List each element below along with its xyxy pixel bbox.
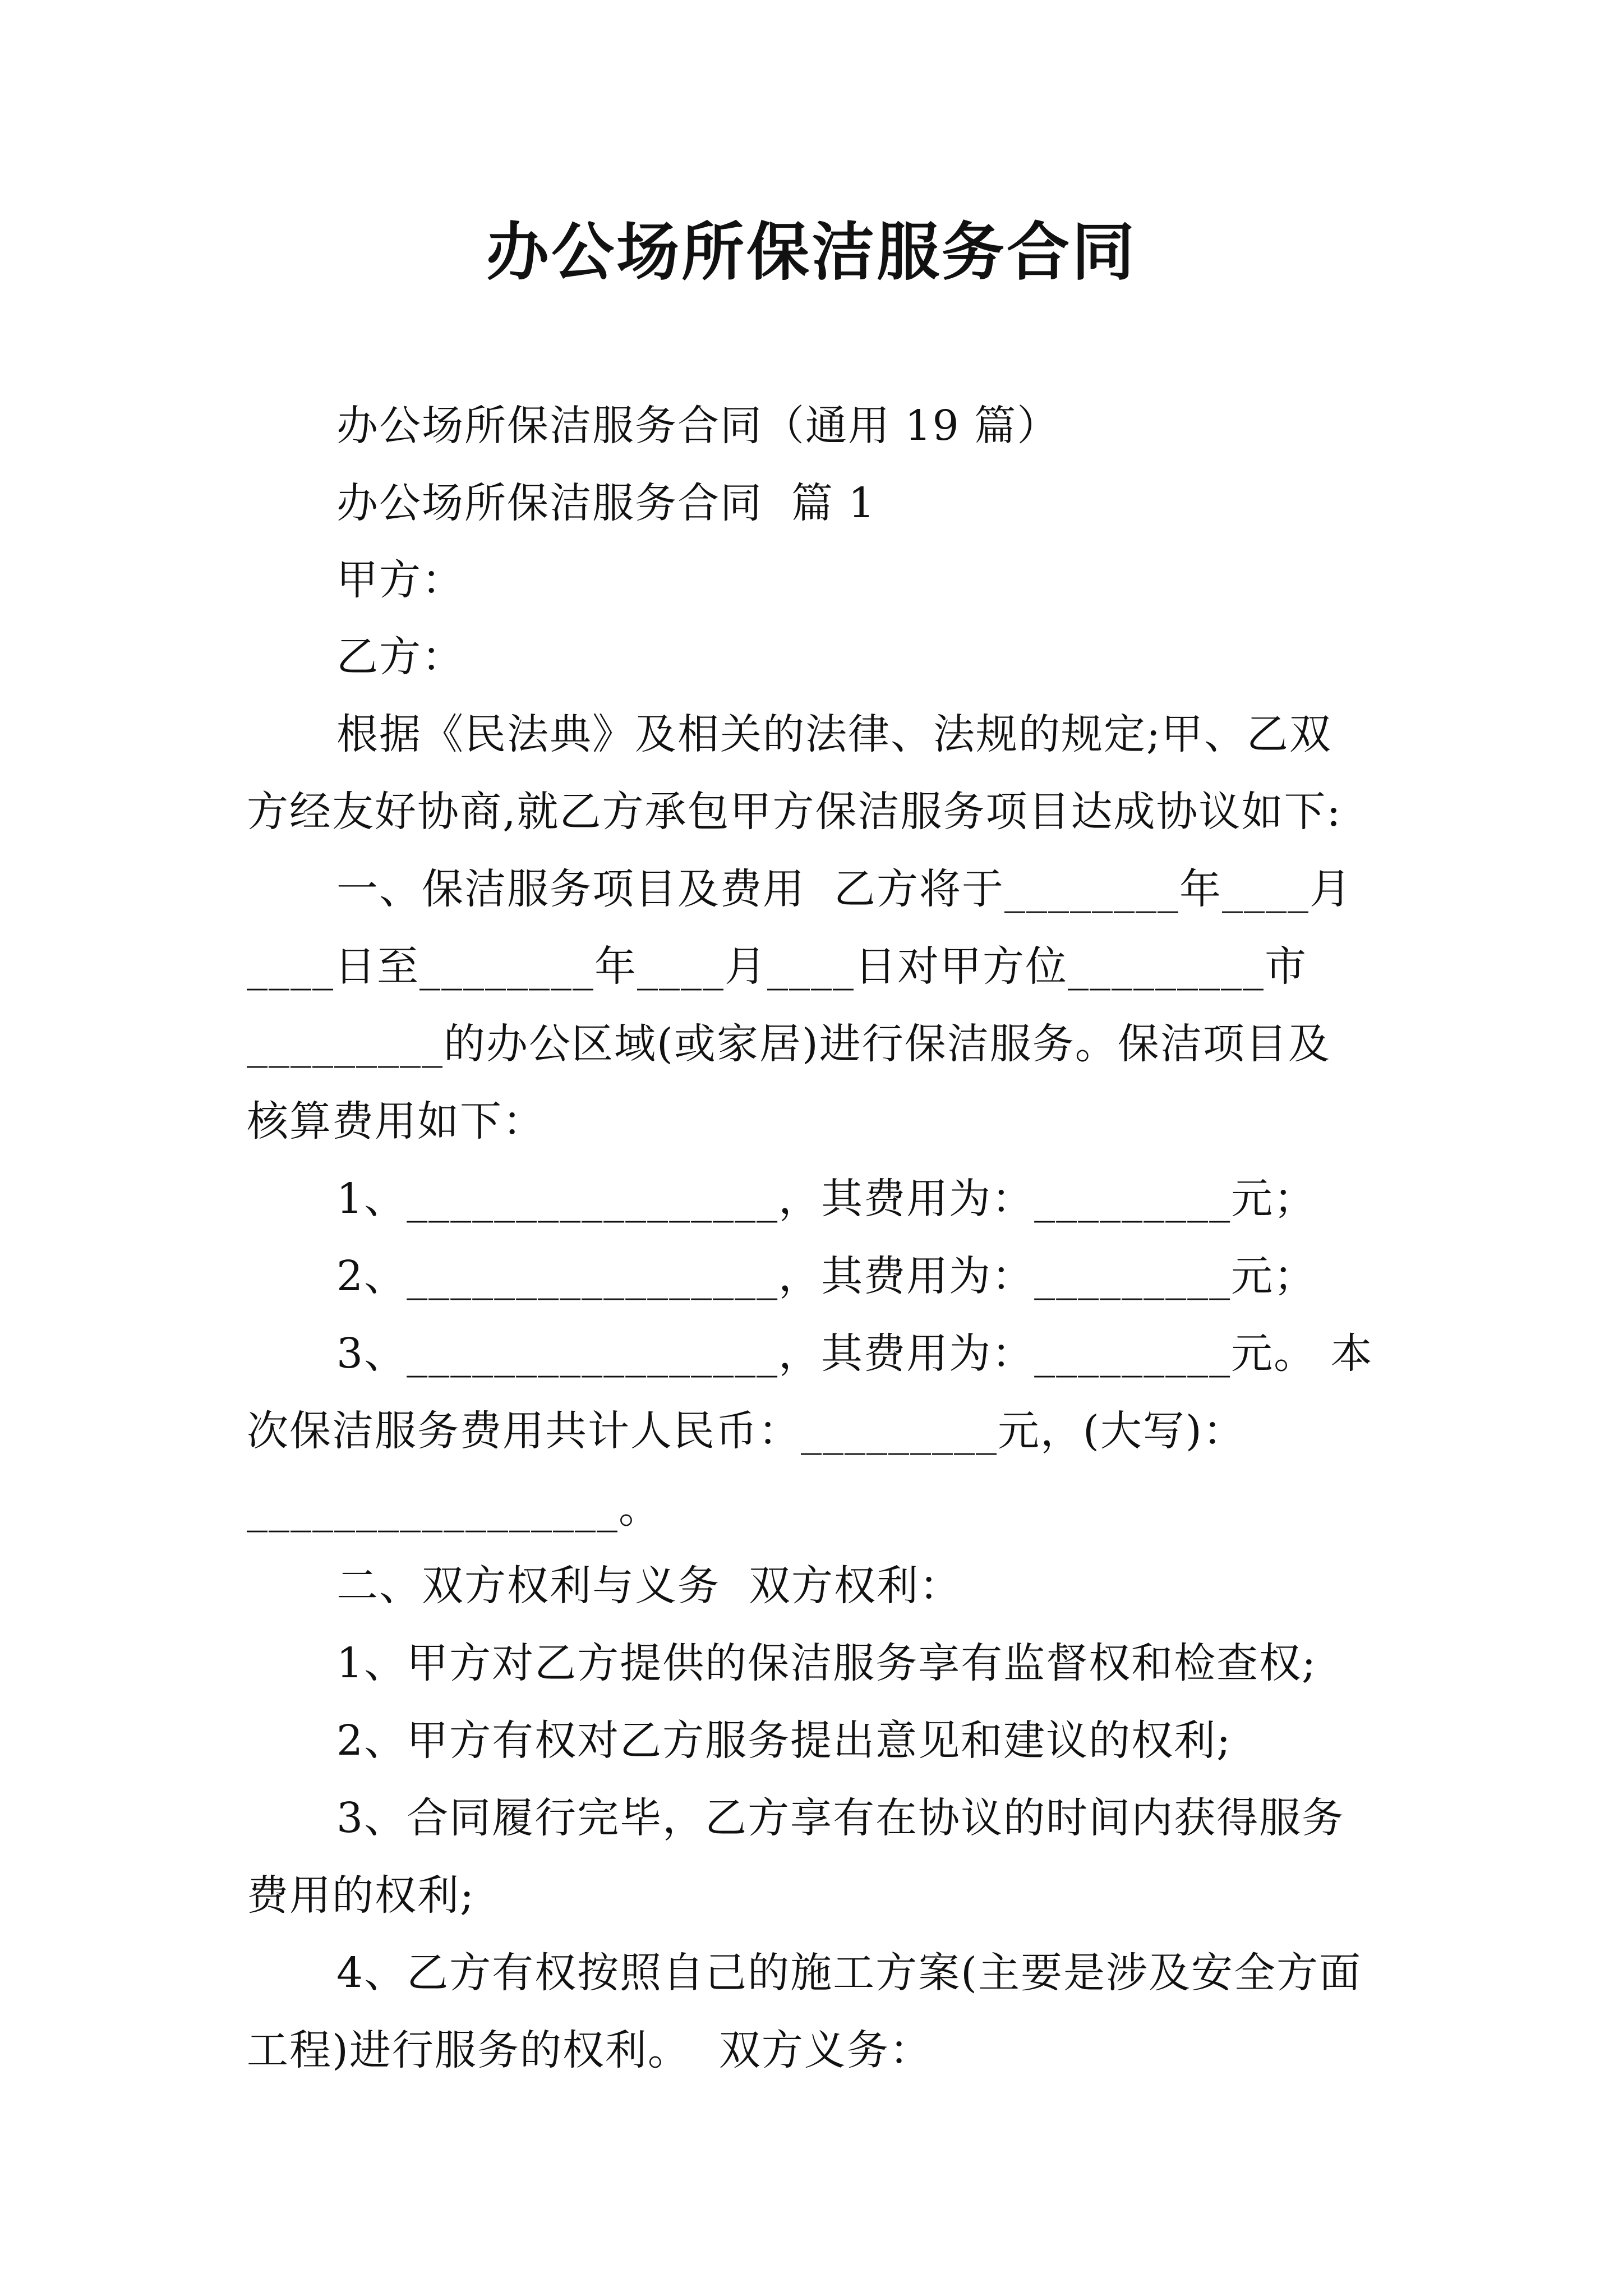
- doc-line-right-2: 2、甲方有权对乙方服务提出意见和建议的权利;: [336, 1717, 1232, 1765]
- doc-line-party-b: 乙方：: [336, 633, 464, 681]
- doc-line-preamble-1: 根据《民法典》及相关的法律、法规的规定;甲、乙双: [336, 710, 1332, 758]
- document-title: 办公场所保洁服务合同: [486, 215, 1137, 289]
- doc-line-total-uppercase: _________________。: [247, 1484, 661, 1533]
- doc-line-preamble-2: 方经友好协商,就乙方承包甲方保洁服务项目达成协议如下:: [247, 788, 1342, 836]
- doc-line-clause-1d: 核算费用如下：: [247, 1097, 545, 1145]
- doc-line-section-heading: 办公场所保洁服务合同 篇 1: [336, 479, 876, 527]
- doc-line-party-a: 甲方：: [336, 556, 464, 604]
- doc-line-right-1: 1、甲方对乙方提供的保洁服务享有监督权和检查权;: [336, 1639, 1317, 1687]
- doc-line-clause-1b: ____日至________年____月____日对甲方位_________市: [247, 942, 1307, 991]
- doc-line-right-4b: 工程)进行服务的权利。 双方义务：: [247, 2026, 932, 2074]
- doc-line-total: 次保洁服务费用共计人民币：_________元，(大写)：: [247, 1407, 1246, 1455]
- doc-line-clause-2-heading: 二、双方权利与义务 双方权利：: [336, 1562, 962, 1610]
- doc-line-right-3a: 3、合同履行完毕，乙方享有在协议的时间内获得服务: [336, 1794, 1345, 1842]
- doc-line-item-3: 3、_________________，其费用为：_________元。 本: [336, 1329, 1373, 1378]
- doc-line-subtitle: 办公场所保洁服务合同（通用 19 篇）: [336, 402, 1060, 450]
- doc-line-clause-1c: _________的办公区域(或家居)进行保洁服务。保洁项目及: [247, 1020, 1331, 1068]
- doc-line-clause-1a: 一、保洁服务项目及费用 乙方将于________年____月: [336, 865, 1353, 913]
- doc-line-right-4a: 4、乙方有权按照自己的施工方案(主要是涉及安全方面: [336, 1949, 1362, 1997]
- doc-line-item-1: 1、_________________，其费用为：_________元；: [336, 1175, 1317, 1223]
- doc-line-item-2: 2、_________________，其费用为：_________元；: [336, 1252, 1317, 1300]
- doc-line-right-3b: 费用的权利;: [247, 1871, 475, 1920]
